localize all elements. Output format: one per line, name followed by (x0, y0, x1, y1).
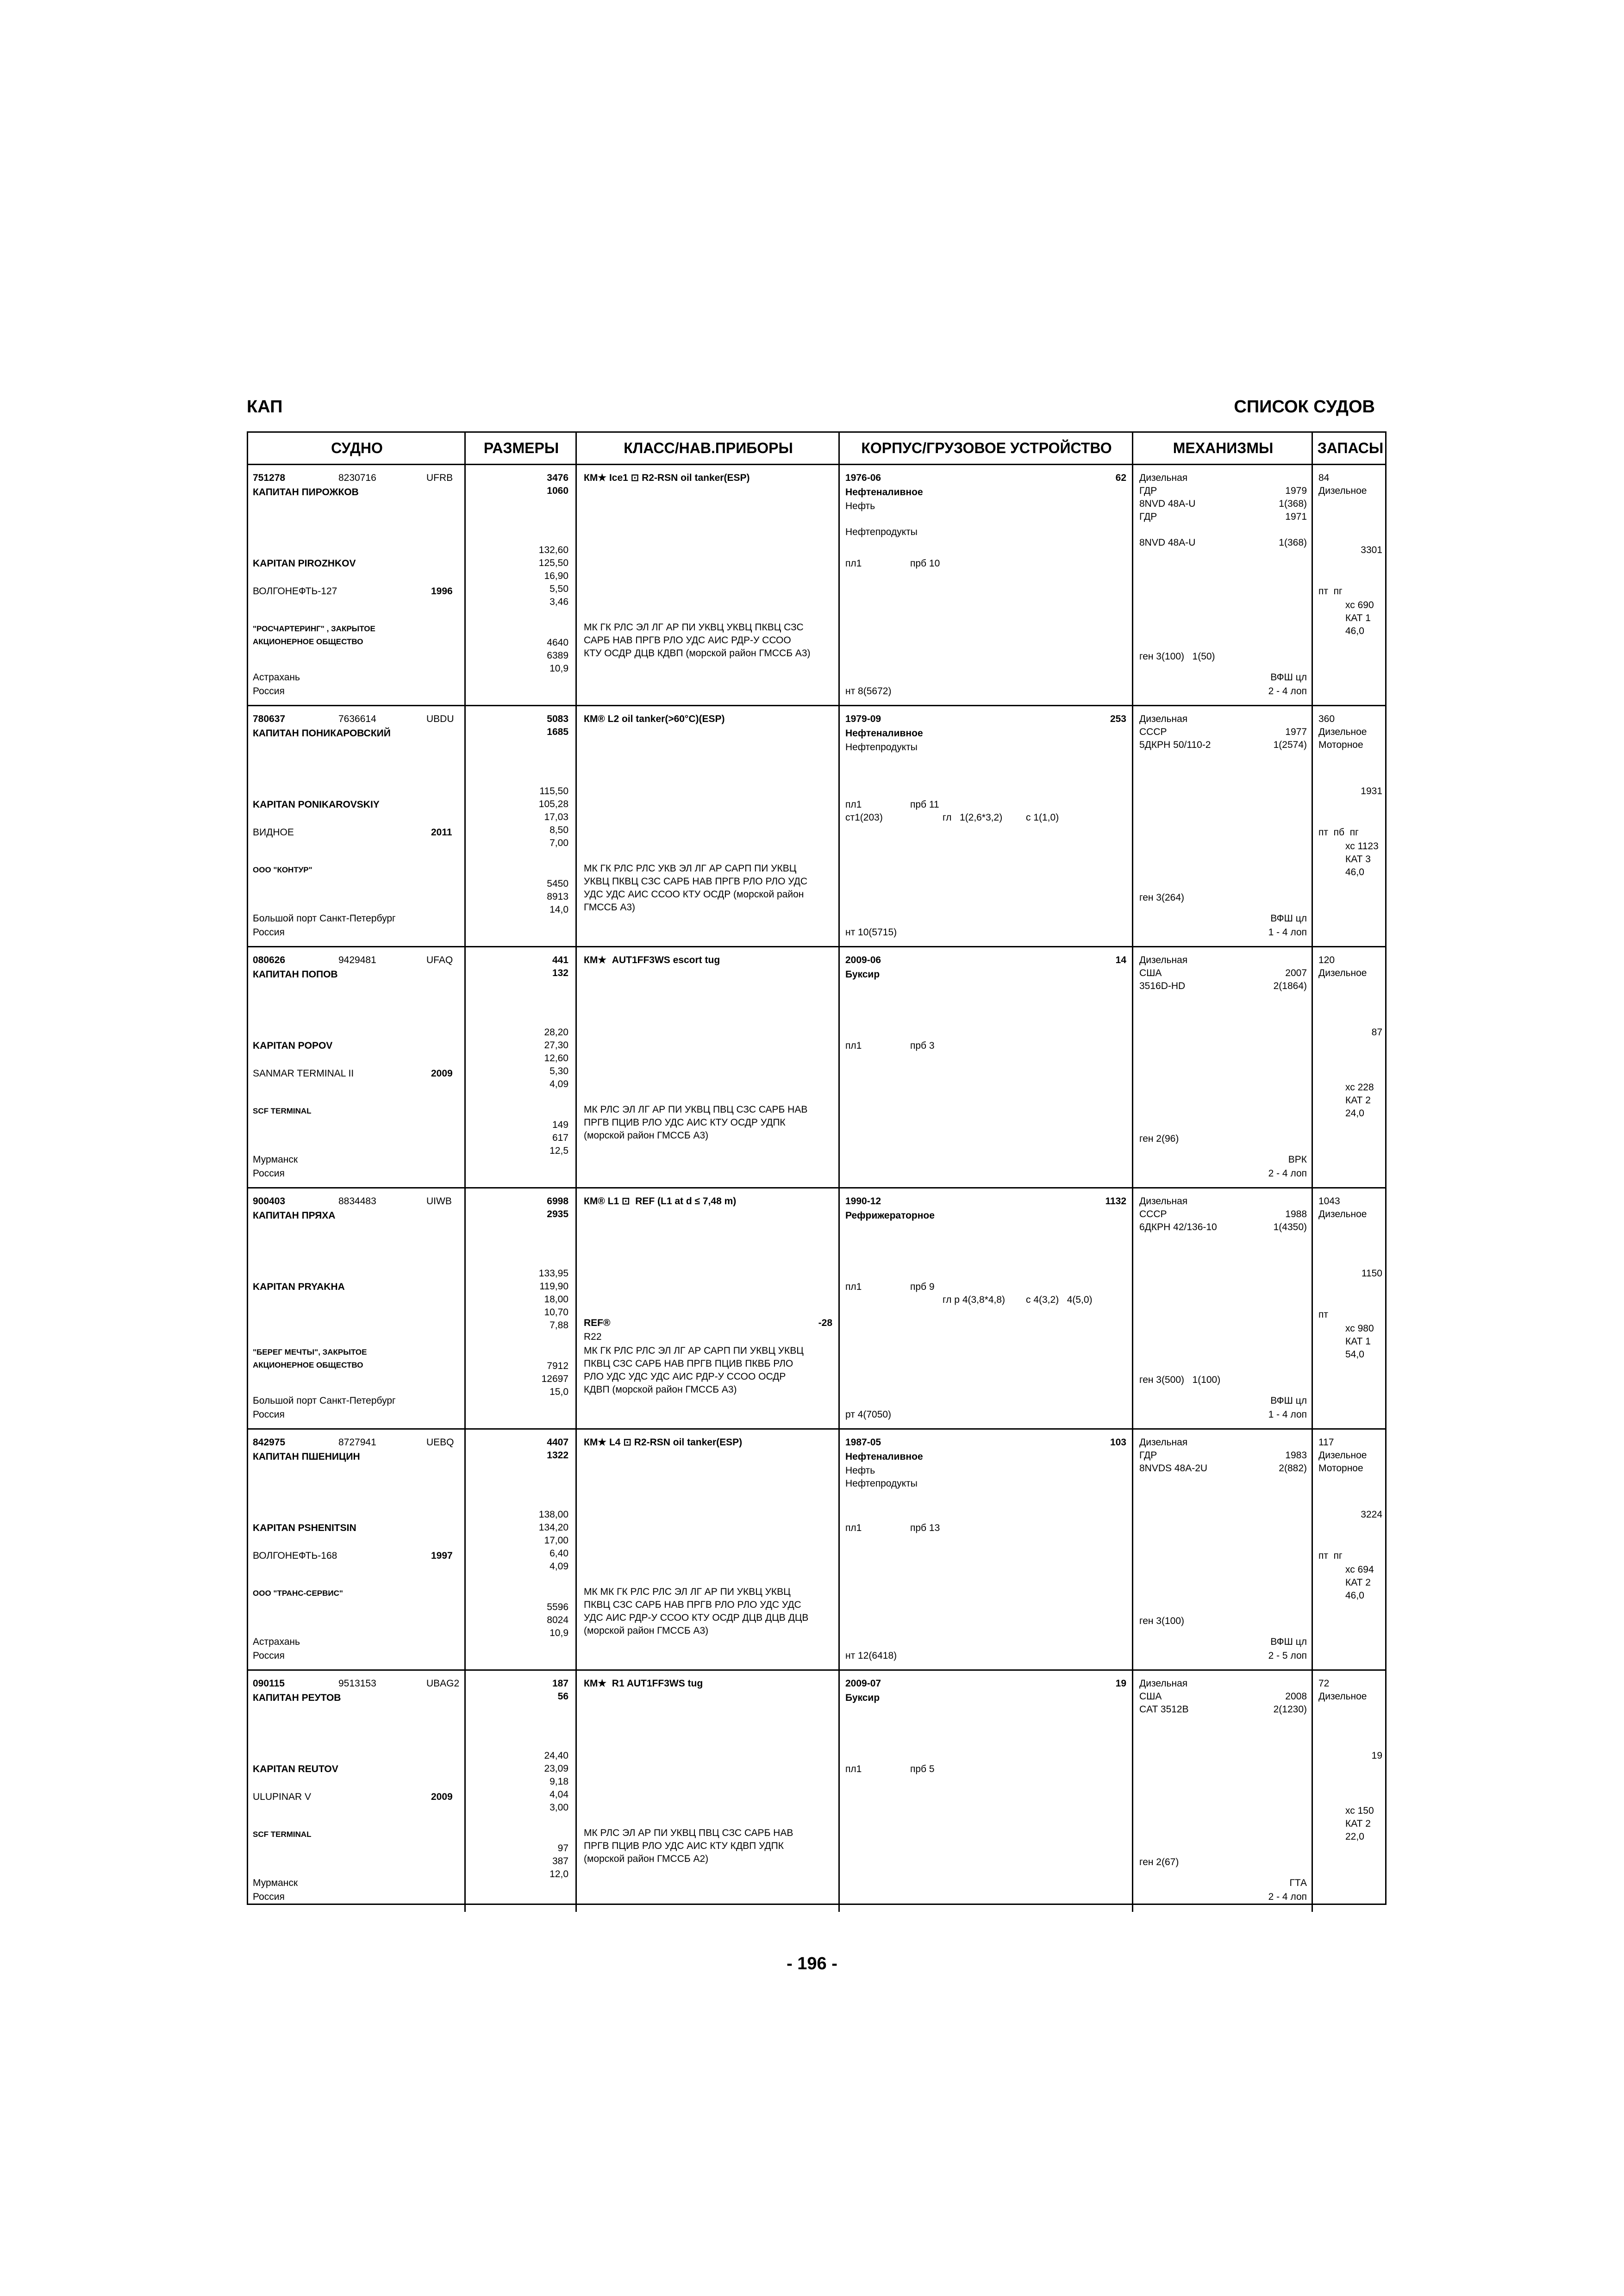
tonnage: 4407 1322 (547, 1437, 568, 1461)
col-divider (575, 947, 577, 1188)
col-header-hull: КОРПУС/ГРУЗОВОЕ УСТРОЙСТВО (861, 440, 1112, 456)
home-port: Большой порт Санкт-Петербург (253, 1395, 396, 1406)
former-name: SANMAR TERMINAL II (253, 1068, 354, 1079)
col-divider (1132, 706, 1133, 947)
home-port: Мурманск (253, 1878, 298, 1888)
build-date: 2009-06 (845, 955, 881, 965)
col-header-supplies: ЗАПАСЫ (1317, 440, 1384, 456)
deadweight-speed: 7912 12697 15,0 (541, 1361, 568, 1397)
imo-number: 9429481 (338, 955, 376, 965)
ship-type: Нефтеналивное (845, 1451, 923, 1462)
engine-info: Дизельная СССР 6ДКРН 42/136-10 (1139, 1196, 1217, 1232)
ship-type: Рефрижераторное (845, 1210, 935, 1221)
former-name: ВИДНОЕ (253, 827, 294, 838)
supplies-crew: 72 Дизельное (1318, 1678, 1367, 1702)
page-number: - 196 - (787, 1954, 837, 1973)
ref-notation: REF® (584, 1318, 611, 1328)
main-dimensions: 132,60 125,50 16,90 5,50 3,46 (538, 545, 568, 607)
hull-number: 1132 (1105, 1196, 1126, 1207)
hull-number: 62 (1115, 473, 1126, 483)
propeller-blades: 1 - 4 лоп (1268, 927, 1307, 938)
cargo-type: Нефть Нефтепродукты (845, 1465, 918, 1489)
col-divider (838, 947, 840, 1188)
supplies-autonomy: хс 228 КАТ 2 24,0 (1345, 1082, 1374, 1119)
generators: ген 3(500) 1(100) (1139, 1375, 1221, 1385)
supplies-autonomy: хс 980 КАТ 1 54,0 (1345, 1323, 1374, 1360)
generators: ген 2(96) (1139, 1133, 1179, 1144)
ship-number: 900403 (253, 1196, 286, 1207)
nav-equipment: МК РЛС ЭЛ АР ПИ УКВЦ ПВЦ СЗС САРБ НАВ ПРГВ ПЦИВ РЛО УДС АИС КТУ КДВП УДПК (морской район ГМССБ А2) (584, 1828, 793, 1864)
generators: ген 2(67) (1139, 1857, 1179, 1867)
ship-name-latin: KAPITAN PIROZHKOV (253, 558, 356, 569)
table-header (248, 433, 1385, 465)
section-title: КАП (247, 397, 283, 417)
call-sign: UFAQ (426, 955, 453, 965)
holds: прб 10 (910, 558, 940, 569)
build-date: 1979-09 (845, 714, 881, 724)
build-date: 1990-12 (845, 1196, 881, 1207)
engine-year-power: 2008 2(1230) (1273, 1691, 1307, 1715)
supplies-fuel: 19 (1371, 1750, 1382, 1761)
fuel-kinds: пт пг (1318, 1550, 1343, 1561)
engine-year-power: 1988 1(4350) (1273, 1209, 1307, 1232)
propeller-type: ВФШ цл (1270, 913, 1307, 924)
decks: пл1 (845, 1523, 862, 1533)
supplies-fuel: 1150 (1361, 1268, 1382, 1279)
former-name-year: 1997 (431, 1550, 453, 1561)
ship-row (248, 1430, 1385, 1671)
build-date: 2009-07 (845, 1678, 881, 1689)
ship-type: Буксир (845, 1692, 880, 1703)
tank-capacity: нт 12(6418) (845, 1650, 897, 1661)
propeller-blades: 2 - 5 лоп (1268, 1650, 1307, 1661)
supplies-crew: 1043 Дизельное (1318, 1196, 1367, 1220)
col-header-dimensions: РАЗМЕРЫ (483, 440, 559, 456)
col-divider (838, 465, 840, 706)
ship-row (248, 465, 1385, 706)
former-name: ULUPINAR V (253, 1792, 312, 1802)
nav-equipment: МК РЛС ЭЛ ЛГ АР ПИ УКВЦ ПВЦ СЗС САРБ НАВ ПРГВ ПЦИВ РЛО УДС АИС КТУ ОСДР УДПК (морской район ГМССБ А3) (584, 1104, 808, 1141)
supplies-fuel: 1931 (1361, 786, 1382, 796)
col-divider (1132, 947, 1133, 1188)
hull-number: 103 (1110, 1437, 1126, 1448)
ship-name: КАПИТАН ПОПОВ (253, 969, 338, 980)
col-divider (464, 1188, 466, 1430)
flag-country: Россия (253, 927, 285, 938)
col-divider (1312, 706, 1313, 947)
former-name: ВОЛГОНЕФТЬ-127 (253, 586, 337, 597)
col-divider (575, 1671, 577, 1912)
col-divider (838, 1671, 840, 1912)
class-notation: КМ★ AUT1FF3WS escort tug (584, 955, 720, 965)
propeller-type: ВФШ цл (1270, 672, 1307, 683)
propeller-blades: 2 - 4 лоп (1268, 1892, 1307, 1902)
fuel-kinds: пт пг (1318, 586, 1343, 597)
refrigerant: R22 (584, 1332, 602, 1342)
ship-name-latin: KAPITAN POPOV (253, 1040, 333, 1051)
call-sign: UIWB (426, 1196, 452, 1207)
decks: пл1 (845, 1040, 862, 1051)
engine-year-power: 1979 1(368) 1971 1(368) (1279, 485, 1307, 548)
home-port: Астрахань (253, 1636, 300, 1647)
ship-number: 080626 (253, 955, 286, 965)
imo-number: 7636614 (338, 714, 376, 724)
supplies-fuel: 87 (1371, 1027, 1382, 1038)
col-header-class: КЛАСС/НАВ.ПРИБОРЫ (624, 440, 793, 456)
imo-number: 9513153 (338, 1678, 376, 1689)
main-dimensions: 28,20 27,30 12,60 5,30 4,09 (544, 1027, 568, 1089)
col-divider (1312, 1430, 1313, 1671)
flag-country: Россия (253, 1168, 285, 1179)
col-divider (464, 1671, 466, 1912)
col-divider (838, 1430, 840, 1671)
supplies-crew: 360 Дизельное Моторное (1318, 714, 1367, 750)
deadweight-speed: 5450 8913 14,0 (547, 878, 568, 915)
col-divider (1312, 1188, 1313, 1430)
cargo-type: Нефть Нефтепродукты (845, 501, 918, 537)
tank-capacity: нт 8(5672) (845, 686, 892, 697)
tonnage: 3476 1060 (547, 473, 568, 496)
tonnage: 5083 1685 (547, 714, 568, 737)
supplies-crew: 117 Дизельное Моторное (1318, 1437, 1367, 1474)
supplies-crew: 84 Дизельное (1318, 473, 1367, 496)
engine-year-power: 1977 1(2574) (1273, 727, 1307, 750)
ref-temperature: -28 (818, 1318, 832, 1328)
col-divider (1312, 1671, 1313, 1912)
main-dimensions: 24,40 23,09 9,18 4,04 3,00 (544, 1750, 568, 1813)
call-sign: UEBQ (426, 1437, 454, 1448)
former-name-year: 1996 (431, 586, 453, 597)
ship-owner: SCF TERMINAL (253, 1830, 312, 1839)
call-sign: UBDU (426, 714, 454, 724)
col-divider (1312, 465, 1313, 706)
imo-number: 8727941 (338, 1437, 376, 1448)
decks: пл1 ст1(203) (845, 799, 883, 823)
fuel-kinds: пт (1318, 1309, 1328, 1320)
ship-number: 780637 (253, 714, 286, 724)
nav-equipment: МК ГК РЛС ЭЛ ЛГ АР ПИ УКВЦ УКВЦ ПКВЦ СЗС САРБ НАВ ПРГВ РЛО УДС АИС РДР-У ССОО КТУ ОСДР ДЦВ КДВП (морской район ГМССБ А3) (584, 622, 811, 659)
nav-equipment: МК ГК РЛС РЛС УКВ ЭЛ ЛГ АР САРП ПИ УКВЦ УКВЦ ПКВЦ СЗС САРБ НАВ ПРГВ РЛО РЛО УДС УДС УДС АИС ССОО КТУ ОСДР (морской район ГМССБ А3) (584, 863, 808, 913)
flag-country: Россия (253, 1409, 285, 1420)
supplies-autonomy: хс 690 КАТ 1 46,0 (1345, 600, 1374, 636)
engine-info: Дизельная ГДР 8NVDS 48A-2U (1139, 1437, 1208, 1474)
deadweight-speed: 149 617 12,5 (550, 1120, 568, 1156)
build-date: 1987-05 (845, 1437, 881, 1448)
flag-country: Россия (253, 686, 285, 697)
hatches: с 1(1,0) (1026, 812, 1059, 823)
col-divider (464, 433, 466, 465)
tank-capacity: нт 10(5715) (845, 927, 897, 938)
engine-info: Дизельная США CAT 3512B (1139, 1678, 1189, 1715)
ship-name-latin: KAPITAN REUTOV (253, 1764, 338, 1774)
col-divider (575, 1430, 577, 1671)
tank-capacity: рт 4(7050) (845, 1409, 892, 1420)
col-divider (575, 433, 577, 465)
ship-type: Нефтеналивное (845, 728, 923, 739)
tonnage: 441 132 (552, 955, 568, 978)
hatches: с 4(3,2) 4(5,0) (1026, 1294, 1093, 1305)
col-header-machinery: МЕХАНИЗМЫ (1173, 440, 1274, 456)
home-port: Мурманск (253, 1154, 298, 1165)
list-title: СПИСОК СУДОВ (1234, 397, 1375, 417)
cargo-type: Нефтепродукты (845, 742, 918, 753)
ship-type: Нефтеналивное (845, 487, 923, 498)
tonnage: 187 56 (552, 1678, 568, 1702)
deadweight-speed: 97 387 12,0 (550, 1843, 568, 1879)
class-notation: КМ★ R1 AUT1FF3WS tug (584, 1678, 703, 1689)
propeller-blades: 2 - 4 лоп (1268, 686, 1307, 697)
decks: пл1 (845, 1764, 862, 1774)
ship-owner: "РОСЧАРТЕРИНГ" , ЗАКРЫТОЕ АКЦИОНЕРНОЕ ОБЩЕСТВО (253, 624, 375, 646)
class-notation: КМ® L1 ⊡ REF (L1 at d ≤ 7,48 m) (584, 1196, 737, 1207)
hull-number: 19 (1115, 1678, 1126, 1689)
decks: пл1 (845, 558, 862, 569)
build-date: 1976-06 (845, 473, 881, 483)
nav-equipment: МК ГК РЛС РЛС ЭЛ ЛГ АР САРП ПИ УКВЦ УКВЦ ПКВЦ СЗС САРБ НАВ ПРГВ ПЦИВ ПКВБ РЛО РЛО УДС УДС УДС АИС РДР-У ССОО ОСДР КДВП (морской район ГМССБ А3) (584, 1345, 804, 1395)
col-divider (1132, 433, 1133, 465)
ship-number: 751278 (253, 473, 286, 483)
supplies-autonomy: хс 1123 КАТ 3 46,0 (1345, 841, 1379, 877)
ship-name: КАПИТАН ПШЕНИЦИН (253, 1451, 360, 1462)
flag-country: Россия (253, 1650, 285, 1661)
col-header-ship: СУДНО (331, 440, 383, 456)
nav-equipment: МК МК ГК РЛС РЛС ЭЛ ЛГ АР ПИ УКВЦ УКВЦ ПКВЦ СЗС САРБ НАВ ПРГВ РЛО РЛО УДС УДС УДС АИС РДР-У ССОО КТУ ОСДР ДЦВ ДЦВ ДЦВ (морской район ГМССБ А3) (584, 1587, 809, 1636)
home-port: Астрахань (253, 672, 300, 683)
ship-name-latin: KAPITAN PRYAKHA (253, 1282, 345, 1292)
former-name-year: 2009 (431, 1792, 453, 1802)
imo-number: 8230716 (338, 473, 376, 483)
former-name-year: 2009 (431, 1068, 453, 1079)
home-port: Большой порт Санкт-Петербург (253, 913, 396, 924)
main-dimensions: 138,00 134,20 17,00 6,40 4,09 (538, 1509, 568, 1572)
decks: пл1 (845, 1282, 862, 1292)
supplies-fuel: 3301 (1361, 545, 1382, 555)
ship-number: 090115 (253, 1678, 285, 1689)
ship-name-latin: KAPITAN PONIKAROVSKIY (253, 799, 380, 810)
hull-number: 14 (1115, 955, 1126, 965)
engine-year-power: 2007 2(1864) (1273, 968, 1307, 991)
engine-info: Дизельная США 3516D-HD (1139, 955, 1188, 991)
ship-row (248, 947, 1385, 1188)
ship-owner: "БЕРЕГ МЕЧТЫ", ЗАКРЫТОЕ АКЦИОНЕРНОЕ ОБЩЕСТВО (253, 1348, 367, 1369)
imo-number: 8834483 (338, 1196, 376, 1207)
col-divider (838, 433, 840, 465)
engine-info: Дизельная ГДР 8NVD 48A-U ГДР 8NVD 48A-U (1139, 473, 1196, 548)
propeller-type: ГТА (1289, 1878, 1307, 1888)
col-divider (464, 465, 466, 706)
supplies-autonomy: хс 150 КАТ 2 22,0 (1345, 1805, 1374, 1842)
col-divider (464, 1430, 466, 1671)
tonnage: 6998 2935 (547, 1196, 568, 1220)
col-divider (575, 706, 577, 947)
propeller-type: ВФШ цл (1270, 1395, 1307, 1406)
supplies-crew: 120 Дизельное (1318, 955, 1367, 978)
propeller-type: ВФШ цл (1270, 1636, 1307, 1647)
deadweight-speed: 5596 8024 10,9 (547, 1602, 568, 1638)
col-divider (1132, 1671, 1133, 1912)
supplies-fuel: 3224 (1361, 1509, 1382, 1520)
col-divider (464, 706, 466, 947)
col-divider (575, 465, 577, 706)
ship-name: КАПИТАН ПОНИКАРОВСКИЙ (253, 728, 391, 739)
hull-number: 253 (1110, 714, 1126, 724)
col-divider (1132, 465, 1133, 706)
engine-info: Дизельная СССР 5ДКРН 50/110-2 (1139, 714, 1211, 750)
call-sign: UFRB (426, 473, 453, 483)
generators: ген 3(264) (1139, 892, 1185, 903)
call-sign: UBAG2 (426, 1678, 460, 1689)
deadweight-speed: 4640 6389 10,9 (547, 637, 568, 674)
ship-row (248, 1671, 1385, 1912)
class-notation: КМ® L2 oil tanker(>60°C)(ESP) (584, 714, 725, 724)
col-divider (838, 1188, 840, 1430)
holds: прб 3 (910, 1040, 935, 1051)
holds: прб 13 (910, 1523, 940, 1533)
col-divider (575, 1188, 577, 1430)
main-dimensions: 115,50 105,28 17,03 8,50 7,00 (538, 786, 568, 848)
propeller-type: ВРК (1288, 1154, 1307, 1165)
ship-name-latin: KAPITAN PSHENITSIN (253, 1523, 356, 1533)
generators: ген 3(100) (1139, 1616, 1185, 1626)
main-dimensions: 133,95 119,90 18,00 10,70 7,88 (538, 1268, 568, 1331)
ship-owner: SCF TERMINAL (253, 1107, 312, 1115)
ship-owner: ООО "КОНТУР" (253, 865, 312, 874)
ship-table (247, 431, 1387, 1905)
fuel-kinds: пт пб пг (1318, 827, 1359, 838)
ship-owner: ООО "ТРАНС-СЕРВИС" (253, 1589, 343, 1598)
former-name: ВОЛГОНЕФТЬ-168 (253, 1550, 337, 1561)
holds: прб 9 гл р 4(3,8*4,8) (910, 1282, 1006, 1305)
flag-country: Россия (253, 1892, 285, 1902)
ship-type: Буксир (845, 969, 880, 980)
engine-year-power: 1983 2(882) (1279, 1450, 1307, 1474)
propeller-blades: 1 - 4 лоп (1268, 1409, 1307, 1420)
holds: прб 11 гл 1(2,6*3,2) (910, 799, 1003, 823)
former-name-year: 2011 (431, 827, 452, 838)
col-divider (1312, 433, 1313, 465)
holds: прб 5 (910, 1764, 935, 1774)
ship-name: КАПИТАН РЕУТОВ (253, 1692, 341, 1703)
col-divider (838, 706, 840, 947)
col-divider (1312, 947, 1313, 1188)
ship-number: 842975 (253, 1437, 286, 1448)
col-divider (1132, 1188, 1133, 1430)
generators: ген 3(100) 1(50) (1139, 651, 1215, 662)
class-notation: КМ★ Ice1 ⊡ R2-RSN oil tanker(ESP) (584, 473, 750, 483)
ship-row (248, 1188, 1385, 1430)
ship-name: КАПИТАН ПИРОЖКОВ (253, 487, 359, 498)
ship-row (248, 706, 1385, 947)
class-notation: КМ★ L4 ⊡ R2-RSN oil tanker(ESP) (584, 1437, 743, 1448)
ship-name: КАПИТАН ПРЯХА (253, 1210, 336, 1221)
col-divider (464, 947, 466, 1188)
propeller-blades: 2 - 4 лоп (1268, 1168, 1307, 1179)
supplies-autonomy: хс 694 КАТ 2 46,0 (1345, 1564, 1374, 1601)
col-divider (1132, 1430, 1133, 1671)
